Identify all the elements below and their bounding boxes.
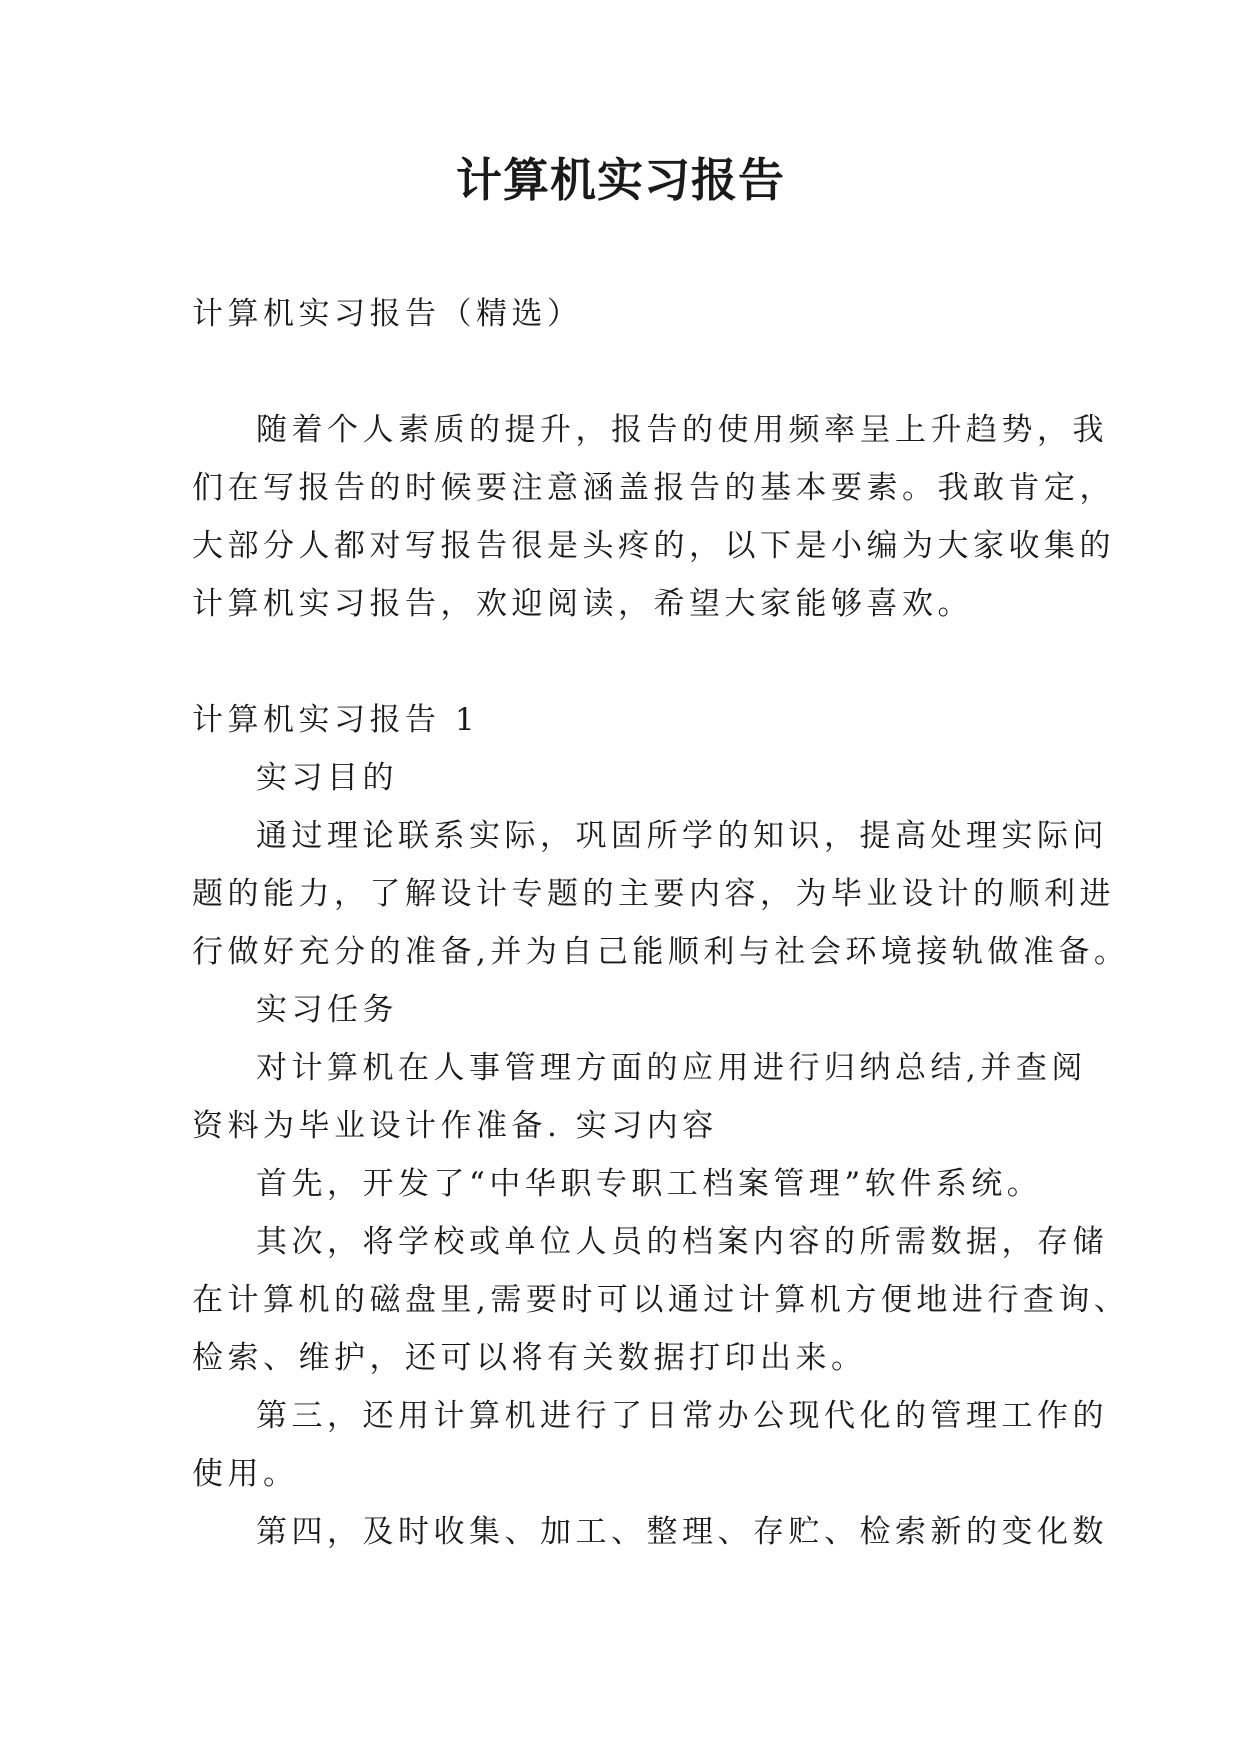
paragraph-line: 检索、维护，还可以将有关数据打印出来。 <box>192 1340 867 1376</box>
paragraph-line: 大部分人都对写报告很是头疼的，以下是小编为大家收集的 <box>192 528 1115 564</box>
paragraph-line: 们在写报告的时候要注意涵盖报告的基本要素。我敢肯定， <box>192 470 1115 506</box>
paragraph-line: 在计算机的磁盘里,需要时可以通过计算机方便地进行查询、 <box>192 1282 1130 1318</box>
paragraph-line: 行做好充分的准备,并为自己能顺利与社会环境接轨做准备。 <box>192 934 1130 970</box>
paragraph-line: 第四，及时收集、加工、整理、存贮、检索新的变化数 <box>256 1514 1108 1550</box>
paragraph-line: 题的能力，了解设计专题的主要内容，为毕业设计的顺利进 <box>192 876 1115 912</box>
document-title: 计算机实习报告 <box>456 153 785 207</box>
paragraph-line: 随着个人素质的提升，报告的使用频率呈上升趋势，我 <box>256 412 1108 448</box>
paragraph-line: 第三，还用计算机进行了日常办公现代化的管理工作的 <box>256 1398 1108 1434</box>
paragraph-line: 通过理论联系实际，巩固所学的知识，提高处理实际问 <box>256 818 1108 854</box>
subtitle-line: 计算机实习报告（精选） <box>192 296 583 332</box>
subsection-heading: 实习任务 <box>256 992 398 1028</box>
paragraph-line: 计算机实习报告，欢迎阅读，希望大家能够喜欢。 <box>192 586 973 622</box>
paragraph-line: 资料为毕业设计作准备. 实习内容 <box>192 1108 718 1144</box>
paragraph-line: 首先，开发了“中华职专职工档案管理”软件系统。 <box>256 1166 1043 1202</box>
paragraph-line: 其次，将学校或单位人员的档案内容的所需数据，存储 <box>256 1224 1108 1260</box>
paragraph-line: 使用。 <box>192 1456 299 1492</box>
section-heading: 计算机实习报告 1 <box>192 702 480 738</box>
paragraph-line: 对计算机在人事管理方面的应用进行归纳总结,并查阅 <box>256 1050 1087 1086</box>
subsection-heading: 实习目的 <box>256 760 398 796</box>
